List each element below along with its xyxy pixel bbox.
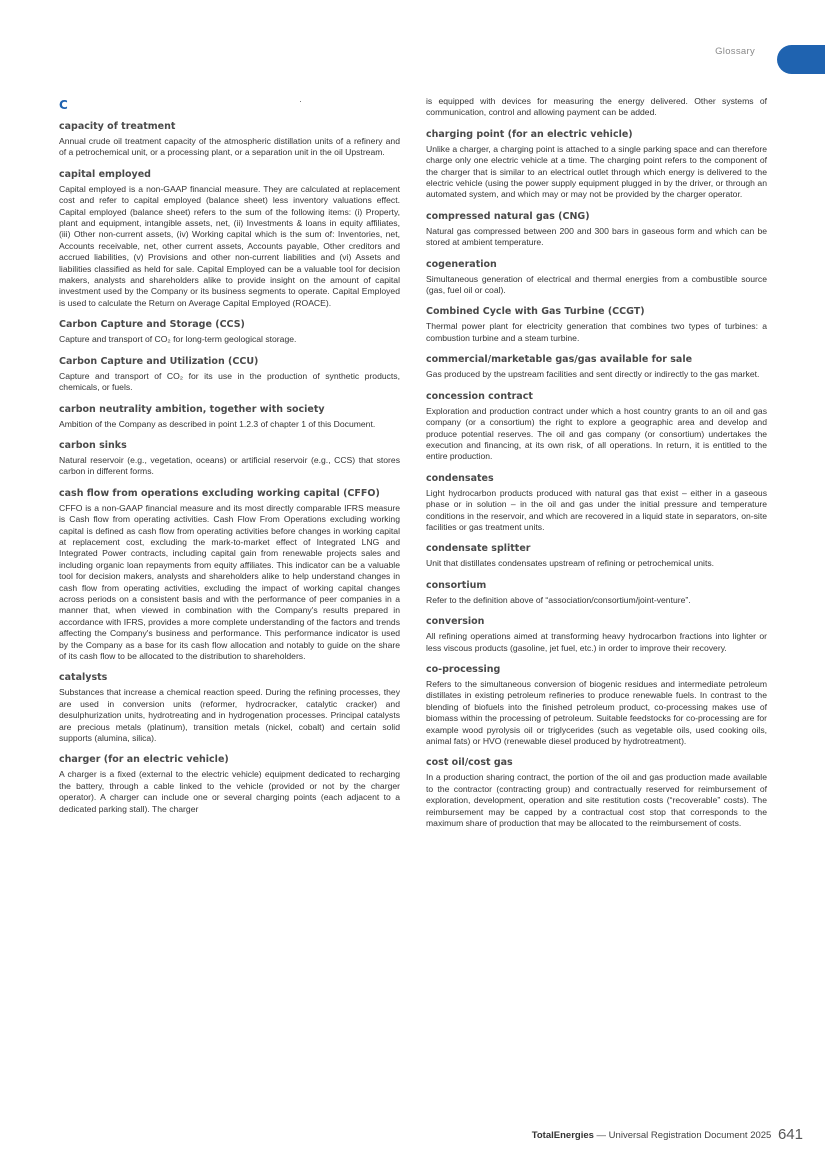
entry-term: compressed natural gas (CNG) xyxy=(426,210,590,222)
entry-term: charger (for an electric vehicle) xyxy=(59,754,229,766)
entry-definition: Exploration and production contract under which a host country grants to an oil and gas company (or a consortium) the right to explore a geographic area and develop and produce potential reserves. The oil and gas company (or consortium) undertakes the execution and financing, at its own risk, of all operations. In return, it is entitled to the entire production. xyxy=(426,405,767,462)
entry-definition: Ambition of the Company as described in point 1.2.3 of chapter 1 of this Document. xyxy=(59,418,376,429)
section-tab-marker xyxy=(777,45,825,74)
glossary-entry xyxy=(59,671,400,744)
entry-term: cost oil/cost gas xyxy=(426,757,513,769)
glossary-entry xyxy=(59,318,400,345)
entry-definition: Simultaneous generation of electrical and thermal energies from a combustible source (gas, fuel oil or coal). xyxy=(426,273,767,296)
entry-definition: Capture and transport of CO₂ for its use in the production of synthetic products, chemicals, or fuels. xyxy=(59,370,400,393)
entry-definition: Unit that distillates condensates upstream of refining or petrochemical units. xyxy=(426,558,715,569)
entry-definition: Refers to the simultaneous conversion of biogenic residues and intermediate petroleum distillates in existing petroleum refineries to produce renewable fuels. In contrast to the blending of biofuels into the finished petroleum product, co-processing makes use of biomass within the processing of petroleum. Suitable feedstocks for co-processing are for example wood pyrolysis oil or triglycerides (such as vegetable oils, used cooking oils, animal fats) or HVO (renewable diesel produced by hydrotreatment). xyxy=(426,678,767,746)
entry-definition: Thermal power plant for electricity generation that combines two types of turbines: a combustion turbine and a steam turbine. xyxy=(426,321,767,343)
left-column xyxy=(59,96,400,824)
glossary-entry xyxy=(426,472,767,534)
glossary-entry xyxy=(59,753,400,815)
glossary-entry xyxy=(59,487,400,663)
page-number: 641 xyxy=(777,1126,803,1143)
entry-term: co-processing xyxy=(426,663,501,675)
glossary-entry xyxy=(59,403,400,430)
glossary-entry xyxy=(426,663,767,747)
entry-term: carbon neutrality ambition, together with society xyxy=(59,403,325,415)
entry-definition: Light hydrocarbon products produced with natural gas that exist – either in a gaseous phase or in solution – in the oil and gas under the initial pressure and temperature conditions in the reservoir, and which are recovered in a liquid state in separators, on-site facilities or gas treatment units. xyxy=(426,487,767,532)
entry-definition: Substances that increase a chemical reaction speed. During the refining processes, they are used in conversion units (reformer, hydrocracker, catalytic cracker) and desulphurization units, hydrotreating and in hydrogenation processes. Principal catalysts are precious metals (platinum), transition metals (nickel, cobalt) and certain solid supports (alumina, silica). xyxy=(59,687,400,744)
entry-term: Combined Cycle with Gas Turbine (CCGT) xyxy=(426,306,645,318)
entry-term: charging point (for an electric vehicle) xyxy=(426,128,633,140)
entry-term: condensate splitter xyxy=(426,543,531,555)
entry-definition: Capital employed is a non-GAAP financial measure. They are calculated at replacement cost and refer to capital employed (balance sheet) less inventory valuations effect. Capital employed (balance sheet) refers to the sum of the following items: (i) Property, plant and equipment, intangible assets, net, (ii) Investments & loans in equity affiliates, (iii) Other non-current assets, (iv) Working capital which is the sum of: Inventories, net, Accounts receivable, net, other current assets, Accounts payable, Other creditors and accrued liabilities, (v) Provisions and other non-current liabilities and (vi) Assets and liabilities classified as held for sale. Capital Employed can be a valuable tool for decision makers, analysts and shareholders alike to provide insight on the amount of capital investment used by the Company or its business segments to operate. Capital Employed is used to calculate the Return on Average Capital Employed (ROACE). xyxy=(59,183,400,308)
glossary-entry xyxy=(426,305,767,344)
entry-term: carbon sinks xyxy=(59,439,127,451)
page-footer xyxy=(532,1125,803,1142)
entry-term: consortium xyxy=(426,579,487,591)
entry-definition: A charger is a fixed (external to the electric vehicle) equipment dedicated to recharging the battery, through a cable linked to the vehicle (provided or not by the charger operator). A charger can include one or several charging points (each adjacent to a dedicated parking stall). The charger xyxy=(59,769,400,814)
entry-term: Carbon Capture and Utilization (CCU) xyxy=(59,355,259,367)
entry-definition: In a production sharing contract, the portion of the oil and gas production made available to the contractor (contracting group) and contractually reserved for reimbursement of exploration, development, operation and site restitution costs (“recoverable” costs). The reimbursement may be capped by a contractual cost stop that corresponds to the maximum share of production that may be allocated to the reimbursement of costs. xyxy=(426,772,767,829)
entry-term: concession contract xyxy=(426,390,533,402)
glossary-entry xyxy=(426,390,767,463)
entry-definition: Unlike a charger, a charging point is attached to a single parking space and can therefore charge only one electric vehicle at a time. The charging point refers to the component of the charger that is similar to an electrical outlet through which energy is delivered to the electric vehicle (using the power supply equipment plugged in by the driver, or through an automated system, and which may or may not be provided by the charger operator. xyxy=(426,143,767,200)
glossary-entry xyxy=(59,168,400,309)
entry-term: cash flow from operations excluding working capital (CFFO) xyxy=(59,487,380,499)
entry-definition: Gas produced by the upstream facilities and sent directly or indirectly to the gas market. xyxy=(426,369,760,380)
glossary-entry xyxy=(426,615,767,654)
glossary-entry xyxy=(59,355,400,394)
entry-definition: CFFO is a non-GAAP financial measure and its most directly comparable IFRS measure is Cash flow from operating activities. Cash Flow From Operations excluding working capital is defined as cash flow from operating activities before changes in working capital at replacement cost, excluding the mark-to-market effect of Integrated LNG and Integrated Power contracts, including capital gain from renewable projects sales and including organic loan repayments from equity affiliates. This indicator can be a valuable tool for decision makers, analysts and shareholders alike to help understand changes in cash flow from operating activities, excluding the impact of working capital changes across periods on a consistent basis and with the performance of peer companies in a manner that, when viewed in combination with the Company's results prepared in accordance with IFRS, provides a more complete understanding of the factors and trends affecting the Company's business and performance. This performance indicator is used by the Company as a base for its cash flow allocation and notably to guide on the share of its cash flow to be allocated to the distribution to shareholders. xyxy=(59,502,400,661)
entry-term: Carbon Capture and Storage (CCS) xyxy=(59,319,245,331)
entry-definition: Capture and transport of CO₂ for long-term geological storage. xyxy=(59,334,297,345)
continued-definition: is equipped with devices for measuring the energy delivered. Other systems of communication, control and allowing payment can be added. xyxy=(426,96,767,118)
section-letter: C xyxy=(59,98,68,112)
entry-definition: Annual crude oil treatment capacity of the atmospheric distillation units of a refinery and of a petrochemical unit, or a processing plant, or a separation unit in the oil Upstream. xyxy=(59,136,400,158)
entry-definition: Refer to the definition above of “association/consortium/joint-venture”. xyxy=(426,594,691,605)
entry-definition: All refining operations aimed at transforming heavy hydrocarbon fractions into lighter or less viscous products (gasoline, jet fuel, etc.) in order to improve their recovery. xyxy=(426,631,767,653)
glossary-entry xyxy=(59,439,400,478)
glossary-entry xyxy=(426,128,767,201)
glossary-entry xyxy=(426,542,767,569)
glossary-entry xyxy=(426,258,767,297)
footer-brand: TotalEnergies xyxy=(531,1130,594,1141)
section-label: Glossary xyxy=(715,46,755,57)
entry-definition: Natural reservoir (e.g., vegetation, oceans) or artificial reservoir (e.g., CCS) that stores carbon in different forms. xyxy=(59,454,400,477)
right-column xyxy=(426,96,767,838)
footer-document-title: — Universal Registration Document 2025 xyxy=(596,1130,772,1141)
entry-term: cogeneration xyxy=(426,258,497,270)
entry-term: capital employed xyxy=(59,168,151,180)
entry-definition: Natural gas compressed between 200 and 300 bars in gaseous form and which can be stored at ambient temperature. xyxy=(426,225,767,248)
entry-term: catalysts xyxy=(59,672,108,684)
entry-term: commercial/marketable gas/gas available for sale xyxy=(426,354,693,366)
entry-term: capacity of treatment xyxy=(59,121,176,132)
entry-term: condensates xyxy=(426,472,494,484)
glossary-entry xyxy=(426,353,767,380)
glossary-entry xyxy=(426,210,767,249)
entry-term: conversion xyxy=(426,616,485,628)
glossary-entry xyxy=(426,579,767,606)
glossary-entry xyxy=(426,756,767,829)
glossary-entry xyxy=(59,120,400,159)
